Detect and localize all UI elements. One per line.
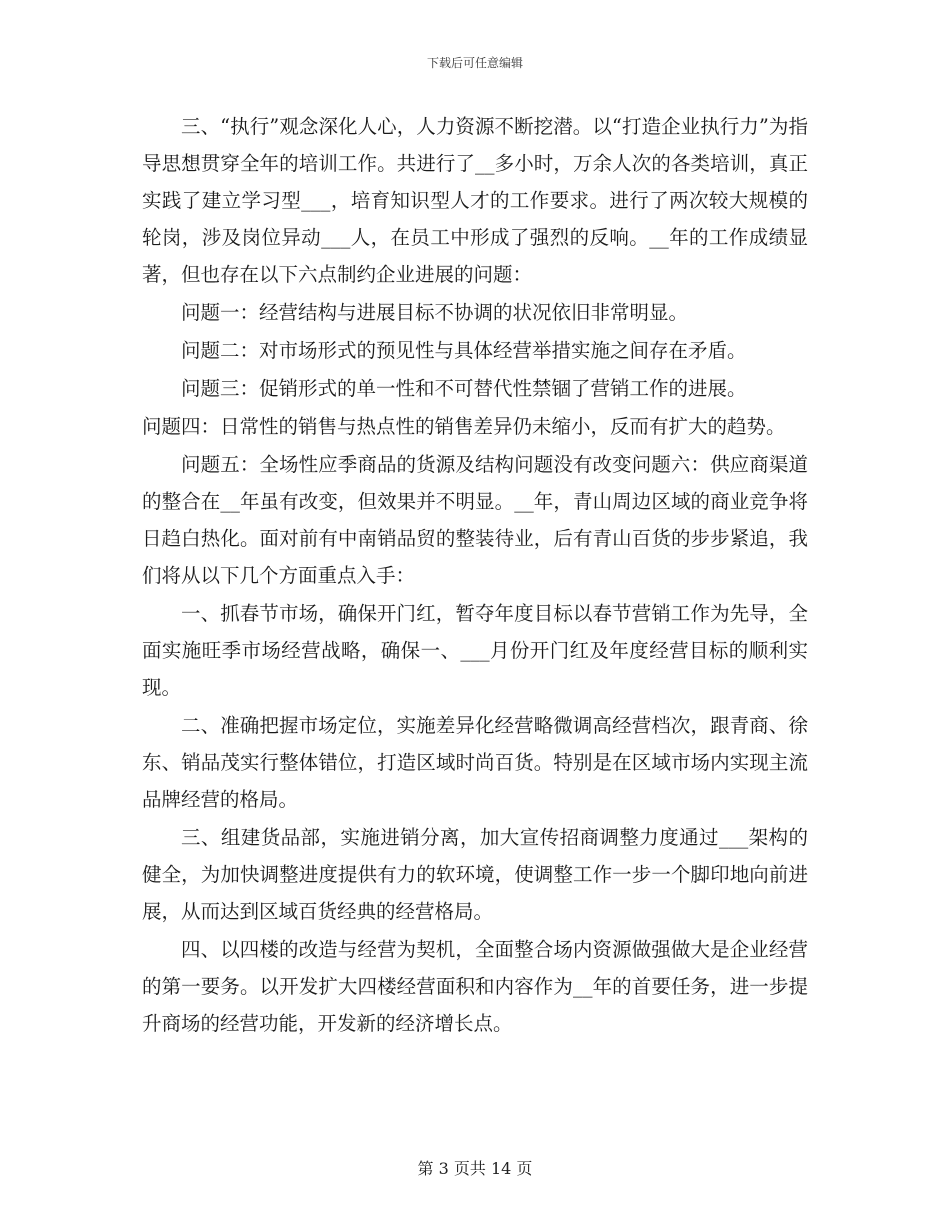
page-number: 第 3 页共 14 页 [417, 1159, 533, 1178]
paragraph-point-2: 二、准确把握市场定位，实施差异化经营略微调高经营档次，跟青商、徐东、销品茂实行整体错位，打造区域时尚百货。特别是在区域市场内实现主流品牌经营的格局。 [142, 714, 808, 811]
paragraph-problem-1: 问题一：经营结构与进展目标不协调的状况依旧非常明显。 [181, 301, 689, 324]
document-body [142, 108, 808, 1043]
page-header: 下载后可任意编辑 [426, 56, 523, 70]
paragraph-point-1: 一、抓春节市场，确保开门红，暂夺年度目标以春节营销工作为先导，全面实施旺季市场经营战略，确保一、___月份开门红及年度经营目标的顺利实现。 [142, 602, 808, 699]
paragraph-problem-2: 问题二：对市场形式的预见性与具体经营举措实施之间存在矛盾。 [181, 339, 747, 362]
paragraph-point-3: 三、组建货品部，实施进销分离，加大宣传招商调整力度通过___架构的健全，为加快调整进度提供有力的软环境，使调整工作一步一个脚印地向前进展，从而达到区域百货经典的经营格局。 [142, 826, 808, 923]
paragraph-problem-5-6: 问题五：全场性应季商品的货源及结构问题没有改变问题六：供应商渠道的整合在__年虽有改变，但效果并不明显。__年，青山周边区域的商业竞争将日趋白热化。面对前有中南销品贸的整装待业，后有青山百货的步步紧追，我们将从以下几个方面重点入手： [142, 453, 808, 587]
paragraph-training: 三、“执行”观念深化人心，人力资源不断挖潜。以“打造企业执行力”为指导思想贯穿全年的培训工作。共进行了__多小时，万余人次的各类培训，真正实践了建立学习型___，培育知识型人才的工作要求。进行了两次较大规模的轮岗，涉及岗位异动___人，在员工中形成了强烈的反响。__年的工作成绩显著，但也存在以下六点制约企业进展的问题： [142, 115, 808, 286]
paragraph-point-4: 四、以四楼的改造与经营为契机，全面整合场内资源做强做大是企业经营的第一要务。以开发扩大四楼经营面积和内容作为__年的首要任务，进一步提升商场的经营功能，开发新的经济增长点。 [142, 938, 808, 1035]
paragraph-problem-3: 问题三：促销形式的单一性和不可替代性禁锢了营销工作的进展。 [181, 377, 747, 400]
paragraph-problem-4: 问题四：日常性的销售与热点性的销售差异仍未缩小，反而有扩大的趋势。 [142, 415, 786, 438]
